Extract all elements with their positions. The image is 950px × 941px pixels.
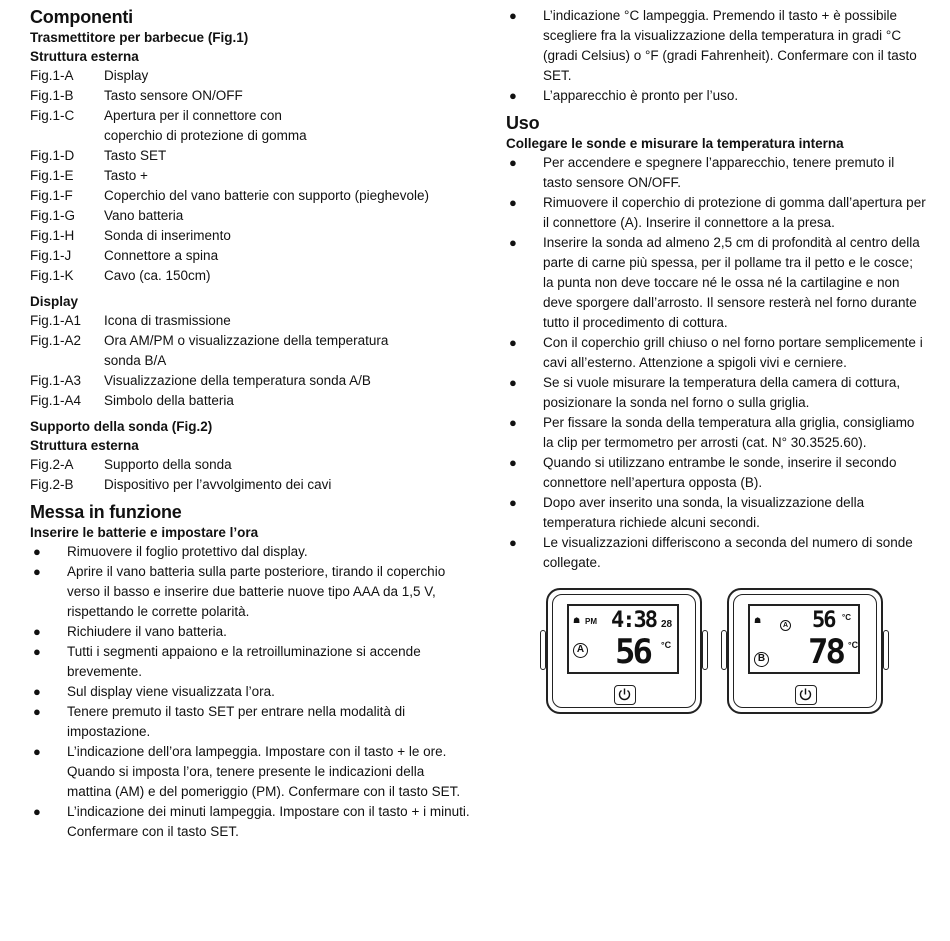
list-item: [506, 153, 926, 193]
fig-value: Coperchio del vano batterie con supporto (pieghevole): [104, 188, 429, 203]
list-item: [30, 742, 470, 802]
fig-value: Connettore a spina: [104, 248, 219, 263]
power-button[interactable]: [614, 685, 636, 705]
list-item-text: L’indicazione °C lampeggia. Premendo il tasto + è possibile scegliere fra la visualizzazione della temperatura in gradi °C (gradi Celsius) o °F (gradi Fahrenheit). Confermare con il tasto SET.: [543, 8, 917, 83]
fig-value: sonda B/A: [104, 353, 167, 368]
fig-value: Icona di trasmissione: [104, 313, 231, 328]
device-screen: [567, 604, 679, 674]
left-column: [30, 6, 470, 842]
list-item: [506, 493, 926, 533]
fig-value: Supporto della sonda: [104, 457, 232, 472]
list-item-text: Richiudere il vano batteria.: [67, 624, 227, 639]
fig-value: Apertura per il connettore con: [104, 108, 282, 123]
bullet-icon: ●: [509, 455, 517, 470]
list-item-text: Dopo aver inserito una sonda, la visualizzazione della temperatura richiede alcuni secondi.: [543, 495, 865, 530]
fig-label: Fig.1-C: [30, 108, 75, 123]
list-item: [506, 193, 926, 233]
bullet-icon: ●: [509, 235, 517, 250]
unit-display: °C: [661, 640, 672, 650]
struttura-esterna-heading-2: Struttura esterna: [30, 438, 139, 453]
list-item-text: Con il coperchio grill chiuso o nel forno portare semplicemente i cavi all’esterno. Attenzione a spigoli vivi e cerniere.: [543, 335, 923, 370]
bullet-icon: ●: [33, 624, 41, 639]
probe-b-indicator: B: [754, 652, 769, 667]
fig-label: Fig.2-A: [30, 457, 74, 472]
list-item-text: Tutti i segmenti appaiono e la retroilluminazione si accende brevemente.: [67, 644, 421, 679]
pm-indicator: PM: [585, 617, 597, 626]
fig-value: Sonda di inserimento: [104, 228, 231, 243]
fig-row: [30, 246, 470, 266]
fig-row: [30, 455, 470, 475]
fig-value: Tasto +: [104, 168, 148, 183]
bullet-icon: ●: [509, 195, 517, 210]
list-item: [30, 682, 470, 702]
bullet-icon: ●: [33, 744, 41, 759]
bullet-icon: ●: [33, 804, 41, 819]
bullet-icon: ●: [509, 335, 517, 350]
probe-a-indicator: A: [573, 643, 588, 658]
list-item: [506, 373, 926, 413]
seconds-display: 28: [661, 619, 673, 630]
list-item: [30, 642, 470, 682]
list-item: [30, 562, 470, 622]
fig-row: [30, 475, 470, 495]
bullet-icon: ●: [33, 544, 41, 559]
fig-label: Fig.1-A1: [30, 313, 82, 328]
list-item-text: L’indicazione dell’ora lampeggia. Impostare con il tasto + le ore. Quando si imposta l’ora, tenere presente le indicazioni della mattina (AM) e del pomeriggio (PM). Confermare con il tasto SET.: [67, 744, 461, 799]
trasmettitore-heading: Trasmettitore per barbecue (Fig.1): [30, 30, 249, 45]
list-item-text: Quando si utilizzano entrambe le sonde, inserire il secondo connettore nell’apertura opposta (B).: [543, 455, 897, 490]
display-heading: Display: [30, 294, 79, 309]
fig-row: [30, 266, 470, 286]
list-item-text: Rimuovere il foglio protettivo dal display.: [67, 544, 308, 559]
fig-value: coperchio di protezione di gomma: [104, 128, 307, 143]
fig-label: Fig.1-D: [30, 148, 75, 163]
struttura-esterna-heading: Struttura esterna: [30, 49, 139, 64]
bullet-icon: ●: [509, 8, 517, 23]
fig-value: Cavo (ca. 150cm): [104, 268, 211, 283]
list-item: [506, 86, 926, 106]
fig-label: Fig.1-A3: [30, 373, 82, 388]
fig-row: [30, 391, 470, 411]
fig-row: [30, 186, 470, 206]
fig-label: [30, 126, 104, 146]
fig-value: Ora AM/PM o visualizzazione della temperatura: [104, 333, 389, 348]
list-item-text: Se si vuole misurare la temperatura della camera di cottura, posizionare la sonda nel forno o sulla griglia.: [543, 375, 901, 410]
power-icon: [615, 686, 634, 703]
componenti-heading: Componenti: [30, 7, 133, 27]
list-item-text: Rimuovere il coperchio di protezione di gomma dall’apertura per il connettore (A). Inserire il connettore a la presa.: [543, 195, 926, 230]
list-item: [30, 542, 470, 562]
device-screen: [748, 604, 860, 674]
list-item: [506, 6, 926, 86]
fig-label: Fig.1-F: [30, 188, 73, 203]
fig-row: [30, 371, 470, 391]
list-item: [506, 233, 926, 333]
list-item-text: Inserire la sonda ad almeno 2,5 cm di profondità al centro della parte di carne più spessa, per il pollame tra il petto e le cosce; la punta non deve toccare né le ossa né la cartilagine e non deve sporgere dall’arrosto. Il sensore resterà nel forno durante tutto il procedimento di cottura.: [543, 235, 920, 330]
list-item-text: Le visualizzazioni differiscono a seconda del numero di sonde collegate.: [543, 535, 913, 570]
bullet-icon: ●: [509, 88, 517, 103]
list-item: [506, 333, 926, 373]
list-item-text: Per accendere e spegnere l’apparecchio, tenere premuto il tasto sensore ON/OFF.: [543, 155, 895, 190]
fig-value: Vano batteria: [104, 208, 184, 223]
bullet-icon: ●: [509, 495, 517, 510]
power-button[interactable]: [795, 685, 817, 705]
fig1-list: [30, 66, 470, 286]
list-item: [30, 702, 470, 742]
list-item: [30, 802, 470, 842]
power-icon: [796, 686, 815, 703]
fig-value: Display: [104, 68, 149, 83]
fig-row: [30, 226, 470, 246]
fig2-list: [30, 455, 470, 495]
fig-label: Fig.1-J: [30, 248, 72, 263]
bullet-icon: ●: [509, 415, 517, 430]
right-column: [506, 6, 926, 573]
probe-a-indicator: A: [780, 620, 791, 631]
supporto-heading: Supporto della sonda (Fig.2): [30, 419, 213, 434]
probe-a-temperature: 56: [812, 608, 835, 633]
fig-label: Fig.1-E: [30, 168, 74, 183]
fig-row: [30, 166, 470, 186]
unit-display-small: °C: [842, 613, 851, 622]
transmission-icon: ☗: [573, 616, 581, 625]
list-item-text: Sul display viene visualizzata l’ora.: [67, 684, 275, 699]
fig-row: [30, 66, 470, 86]
fig-value: Visualizzazione della temperatura sonda A/B: [104, 373, 371, 388]
uso-bullet-list: [506, 153, 926, 573]
fig-row: [30, 311, 470, 331]
bullet-icon: ●: [33, 644, 41, 659]
list-item-text: L’apparecchio è pronto per l’uso.: [543, 88, 739, 103]
fig-label: Fig.1-G: [30, 208, 76, 223]
fig-row: [30, 106, 470, 126]
fig-label: [30, 351, 104, 371]
probe-b-temperature: 78: [808, 632, 843, 672]
list-item-text: Tenere premuto il tasto SET per entrare nella modalità di impostazione.: [67, 704, 406, 739]
list-item: [506, 533, 926, 573]
fig-row: [30, 351, 470, 371]
fig-row: [30, 146, 470, 166]
device-right: [721, 588, 891, 716]
list-item-text: Per fissare la sonda della temperatura alla griglia, consigliamo la clip per termometro per arrosti (cat. N° 30.3525.60).: [543, 415, 915, 450]
list-item: [30, 622, 470, 642]
fig-value: Dispositivo per l’avvolgimento dei cavi: [104, 477, 332, 492]
bullet-icon: ●: [509, 375, 517, 390]
messa-in-funzione-heading: Messa in funzione: [30, 502, 182, 522]
list-item: [506, 453, 926, 493]
bullet-icon: ●: [33, 684, 41, 699]
sonde-heading: Collegare le sonde e misurare la temperatura interna: [506, 136, 844, 151]
device-illustrations: [540, 588, 920, 718]
display-list: [30, 311, 470, 411]
device-left: [540, 588, 710, 716]
bullet-icon: ●: [509, 535, 517, 550]
fig-row: [30, 86, 470, 106]
device-side-grip: [702, 630, 708, 670]
fig-value: Tasto SET: [104, 148, 167, 163]
device-side-grip: [883, 630, 889, 670]
list-item: [506, 413, 926, 453]
fig-label: Fig.1-H: [30, 228, 75, 243]
bullet-icon: ●: [509, 155, 517, 170]
fig-label: Fig.1-K: [30, 268, 74, 283]
bullet-icon: ●: [33, 564, 41, 579]
fig-row: [30, 206, 470, 226]
list-item-text: L’indicazione dei minuti lampeggia. Impostare con il tasto + i minuti. Confermare con il tasto SET.: [67, 804, 470, 839]
fig-row: [30, 331, 470, 351]
unit-display: °C: [848, 640, 859, 650]
top-bullet-list: [506, 6, 926, 106]
fig-label: Fig.1-A2: [30, 333, 82, 348]
fig-value: Simbolo della batteria: [104, 393, 234, 408]
bullet-icon: ●: [33, 704, 41, 719]
fig-label: Fig.1-A4: [30, 393, 82, 408]
setup-bullet-list: [30, 542, 470, 842]
uso-heading: Uso: [506, 113, 540, 133]
fig-label: Fig.1-A: [30, 68, 74, 83]
fig-value: Tasto sensore ON/OFF: [104, 88, 243, 103]
temperature-display: 56: [615, 632, 650, 672]
batterie-heading: Inserire le batterie e impostare l’ora: [30, 525, 259, 540]
time-display: 4:38: [611, 608, 656, 633]
fig-label: Fig.2-B: [30, 477, 74, 492]
list-item-text: Aprire il vano batteria sulla parte posteriore, tirando il coperchio verso il basso e inserire due batterie nuove tipo AAA da 1,5 V, rispettando le corrette polarità.: [67, 564, 446, 619]
transmission-icon: ☗: [754, 616, 762, 625]
fig-row: [30, 126, 470, 146]
fig-label: Fig.1-B: [30, 88, 74, 103]
